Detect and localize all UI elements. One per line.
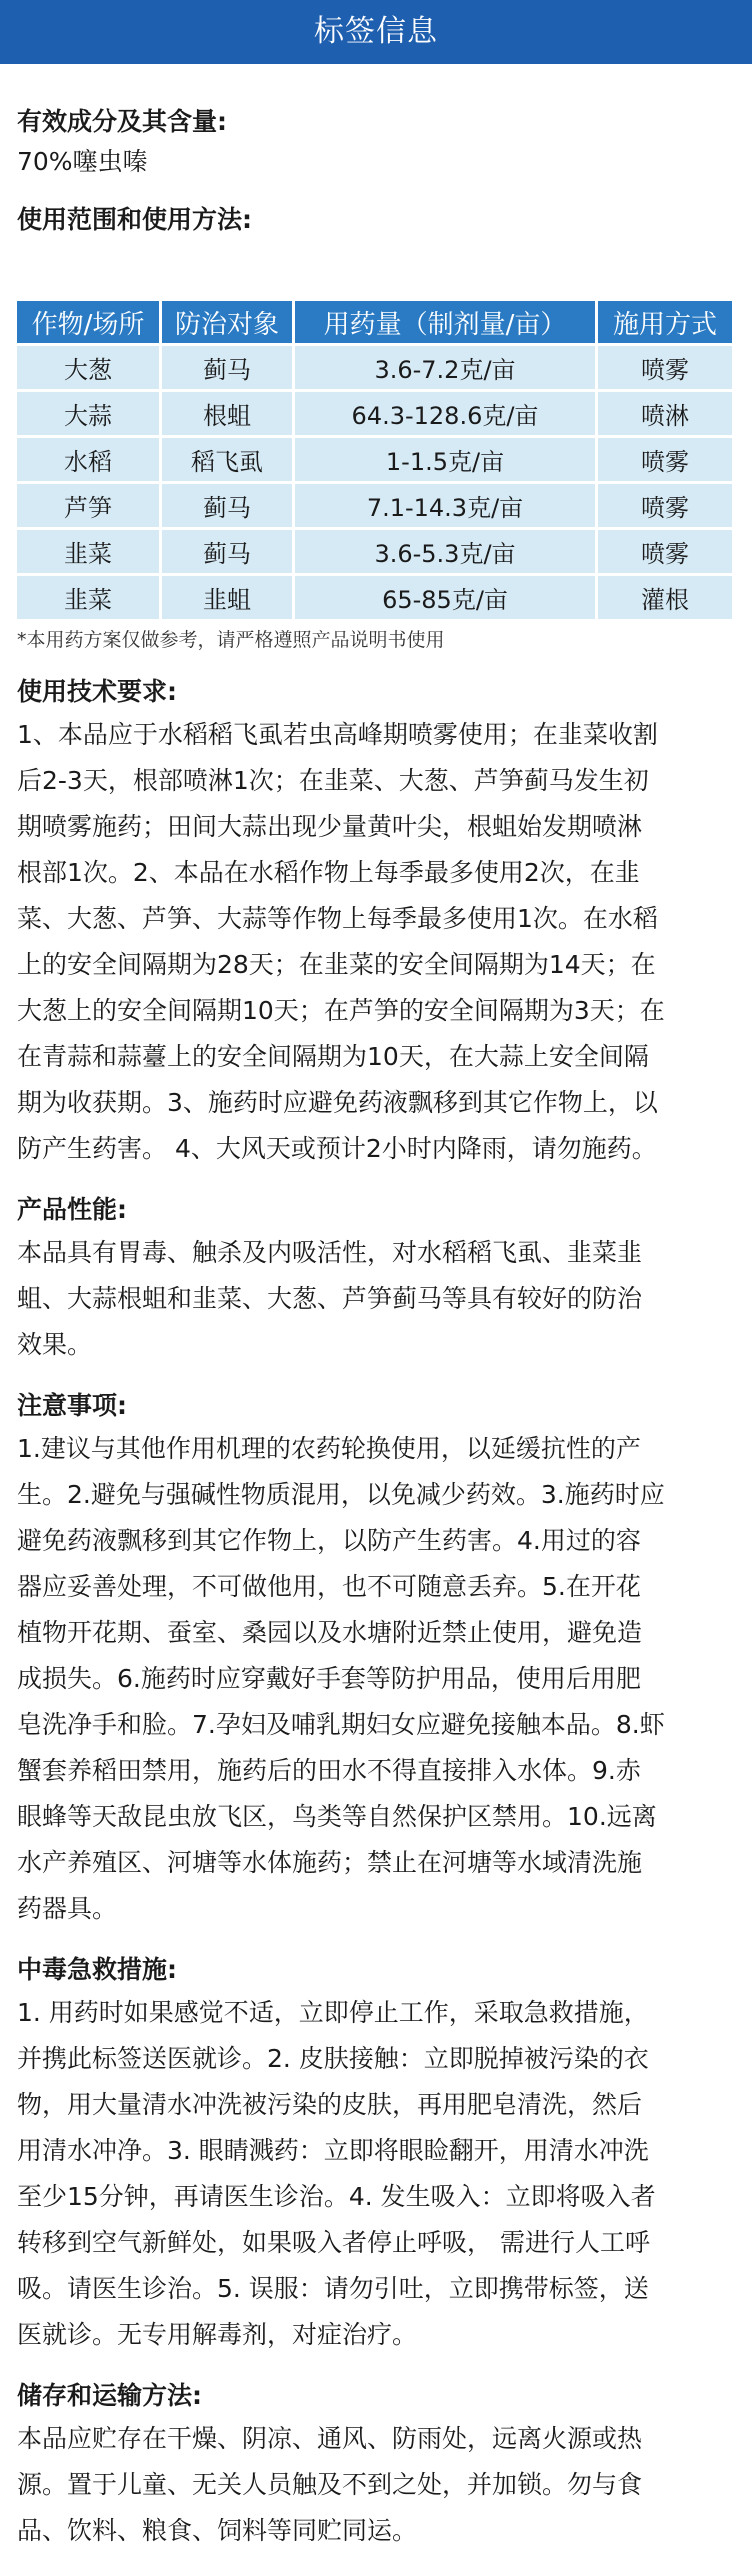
precautions-line: 生。2.避免与强碱性物质混用，以免减少药效。3.施药时应 bbox=[17, 1480, 665, 1509]
first-aid-section bbox=[17, 1950, 735, 2358]
technical-line: 后2-3天，根部喷淋1次；在韭菜、大葱、芦笋蓟马发生初 bbox=[17, 766, 649, 795]
usage-title: 使用范围和使用方法: bbox=[17, 205, 252, 234]
performance-section bbox=[17, 1190, 735, 1368]
table-row bbox=[17, 346, 732, 389]
page-header bbox=[0, 0, 752, 64]
precautions-line: 眼蜂等天敌昆虫放飞区，鸟类等自然保护区禁用。10.远离 bbox=[17, 1802, 657, 1831]
technical-line: 大葱上的安全间隔期10天；在芦笋的安全间隔期为3天；在 bbox=[17, 996, 665, 1025]
table-cell-crop: 芦笋 bbox=[17, 484, 159, 527]
table-header-dosage: 用药量（制剂量/亩） bbox=[295, 301, 595, 343]
technical-line: 上的安全间隔期为28天；在韭菜的安全间隔期为14天；在 bbox=[17, 950, 656, 979]
storage-line: 本品应贮存在干燥、阴凉、通风、防雨处，远离火源或热 bbox=[17, 2424, 643, 2453]
storage-title: 储存和运输方法: bbox=[17, 2381, 202, 2410]
dosage-table bbox=[14, 298, 735, 622]
precautions-line: 皂洗净手和脸。7.孕妇及哺乳期妇女应避免接触本品。8.虾 bbox=[17, 1710, 665, 1739]
technical-title: 使用技术要求: bbox=[17, 677, 177, 706]
table-cell-dosage: 3.6-7.2克/亩 bbox=[295, 346, 595, 389]
technical-line: 根部1次。2、本品在水稻作物上每季最多使用2次，在韭 bbox=[17, 858, 640, 887]
storage-body bbox=[17, 2416, 735, 2554]
storage-line: 品、饮料、粮食、饲料等同贮同运。 bbox=[17, 2516, 418, 2545]
technical-line: 防产生药害。 4、大风天或预计2小时内降雨，请勿施药。 bbox=[17, 1134, 657, 1163]
usage-footnote: *本用药方案仅做参考，请严格遵照产品说明书使用 bbox=[17, 629, 445, 651]
precautions-line: 器应妥善处理，不可做他用，也不可随意丢弃。5.在开花 bbox=[17, 1572, 641, 1601]
table-header-row bbox=[17, 301, 732, 343]
first-aid-line: 吸。请医生诊治。5. 误服：请勿引吐，立即携带标签，送 bbox=[17, 2274, 649, 2303]
precautions-line: 避免药液飘移到其它作物上，以防产生药害。4.用过的容 bbox=[17, 1526, 641, 1555]
table-cell-method: 喷雾 bbox=[598, 346, 732, 389]
technical-line: 1、本品应于水稻稻飞虱若虫高峰期喷雾使用；在韭菜收割 bbox=[17, 720, 658, 749]
technical-line: 期喷雾施药；田间大蒜出现少量黄叶尖，根蛆始发期喷淋 bbox=[17, 812, 643, 841]
table-cell-crop: 大葱 bbox=[17, 346, 159, 389]
table-cell-target: 韭蛆 bbox=[162, 576, 292, 619]
storage-section bbox=[17, 2376, 735, 2554]
table-row bbox=[17, 530, 732, 573]
table-cell-target: 蓟马 bbox=[162, 530, 292, 573]
active-ingredient-title: 有效成分及其含量: bbox=[17, 107, 227, 136]
active-ingredient-section bbox=[17, 102, 735, 182]
precautions-line: 1.建议与其他作用机理的农药轮换使用，以延缓抗性的产 bbox=[17, 1434, 641, 1463]
performance-body bbox=[17, 1230, 735, 1368]
table-header-crop: 作物/场所 bbox=[17, 301, 159, 343]
first-aid-line: 转移到空气新鲜处，如果吸入者停止呼吸， 需进行人工呼 bbox=[17, 2228, 650, 2257]
table-cell-dosage: 1-1.5克/亩 bbox=[295, 438, 595, 481]
table-row bbox=[17, 484, 732, 527]
table-cell-crop: 韭菜 bbox=[17, 530, 159, 573]
first-aid-title: 中毒急救措施: bbox=[17, 1955, 177, 1984]
first-aid-line: 医就诊。无专用解毒剂，对症治疗。 bbox=[17, 2320, 418, 2349]
first-aid-line: 物，用大量清水冲洗被污染的皮肤，再用肥皂清洗，然后 bbox=[17, 2090, 643, 2119]
table-cell-dosage: 64.3-128.6克/亩 bbox=[295, 392, 595, 435]
first-aid-line: 用清水冲净。3. 眼睛溅药：立即将眼睑翻开，用清水冲洗 bbox=[17, 2136, 649, 2165]
table-cell-method: 喷雾 bbox=[598, 484, 732, 527]
table-cell-method: 喷雾 bbox=[598, 530, 732, 573]
table-cell-crop: 大蒜 bbox=[17, 392, 159, 435]
table-cell-target: 稻飞虱 bbox=[162, 438, 292, 481]
precautions-line: 成损失。6.施药时应穿戴好手套等防护用品，使用后用肥 bbox=[17, 1664, 641, 1693]
precautions-line: 药器具。 bbox=[17, 1894, 118, 1923]
table-cell-dosage: 65-85克/亩 bbox=[295, 576, 595, 619]
table-cell-method: 喷雾 bbox=[598, 438, 732, 481]
performance-line: 效果。 bbox=[17, 1330, 93, 1359]
storage-line: 源。置于儿童、无关人员触及不到之处，并加锁。勿与食 bbox=[17, 2470, 643, 2499]
precautions-line: 水产养殖区、河塘等水体施药；禁止在河塘等水域清洗施 bbox=[17, 1848, 643, 1877]
first-aid-line: 1. 用药时如果感觉不适，立即停止工作，采取急救措施， bbox=[17, 1998, 649, 2027]
table-row bbox=[17, 392, 732, 435]
performance-line: 蛆、大蒜根蛆和韭菜、大葱、芦笋蓟马等具有较好的防治 bbox=[17, 1284, 643, 1313]
page-title: 标签信息 bbox=[314, 14, 438, 49]
table-cell-target: 蓟马 bbox=[162, 346, 292, 389]
table-cell-crop: 韭菜 bbox=[17, 576, 159, 619]
performance-title: 产品性能: bbox=[17, 1195, 127, 1224]
table-cell-target: 蓟马 bbox=[162, 484, 292, 527]
table-cell-target: 根蛆 bbox=[162, 392, 292, 435]
table-cell-crop: 水稻 bbox=[17, 438, 159, 481]
precautions-title: 注意事项: bbox=[17, 1391, 127, 1420]
usage-section bbox=[17, 200, 735, 654]
precautions-line: 蟹套养稻田禁用，施药后的田水不得直接排入水体。9.赤 bbox=[17, 1756, 641, 1785]
precautions-body bbox=[17, 1426, 735, 1932]
active-ingredient-value: 70%噻虫嗪 bbox=[17, 147, 148, 176]
table-row bbox=[17, 576, 732, 619]
label-content bbox=[0, 102, 752, 2554]
table-row bbox=[17, 438, 732, 481]
technical-line: 期为收获期。3、施药时应避免药液飘移到其它作物上，以 bbox=[17, 1088, 658, 1117]
technical-line: 在青蒜和蒜薹上的安全间隔期为10天，在大蒜上安全间隔 bbox=[17, 1042, 649, 1071]
table-cell-dosage: 3.6-5.3克/亩 bbox=[295, 530, 595, 573]
performance-line: 本品具有胃毒、触杀及内吸活性，对水稻稻飞虱、韭菜韭 bbox=[17, 1238, 643, 1267]
technical-body bbox=[17, 712, 735, 1172]
first-aid-line: 并携此标签送医就诊。2. 皮肤接触：立即脱掉被污染的衣 bbox=[17, 2044, 649, 2073]
precautions-line: 植物开花期、蚕室、桑园以及水塘附近禁止使用，避免造 bbox=[17, 1618, 643, 1647]
technical-section bbox=[17, 672, 735, 1172]
table-cell-method: 灌根 bbox=[598, 576, 732, 619]
precautions-section bbox=[17, 1386, 735, 1932]
first-aid-body bbox=[17, 1990, 735, 2358]
table-header-method: 施用方式 bbox=[598, 301, 732, 343]
first-aid-line: 至少15分钟，再请医生诊治。4. 发生吸入：立即将吸入者 bbox=[17, 2182, 656, 2211]
table-header-target: 防治对象 bbox=[162, 301, 292, 343]
table-cell-dosage: 7.1-14.3克/亩 bbox=[295, 484, 595, 527]
table-cell-method: 喷淋 bbox=[598, 392, 732, 435]
technical-line: 菜、大葱、芦笋、大蒜等作物上每季最多使用1次。在水稻 bbox=[17, 904, 658, 933]
